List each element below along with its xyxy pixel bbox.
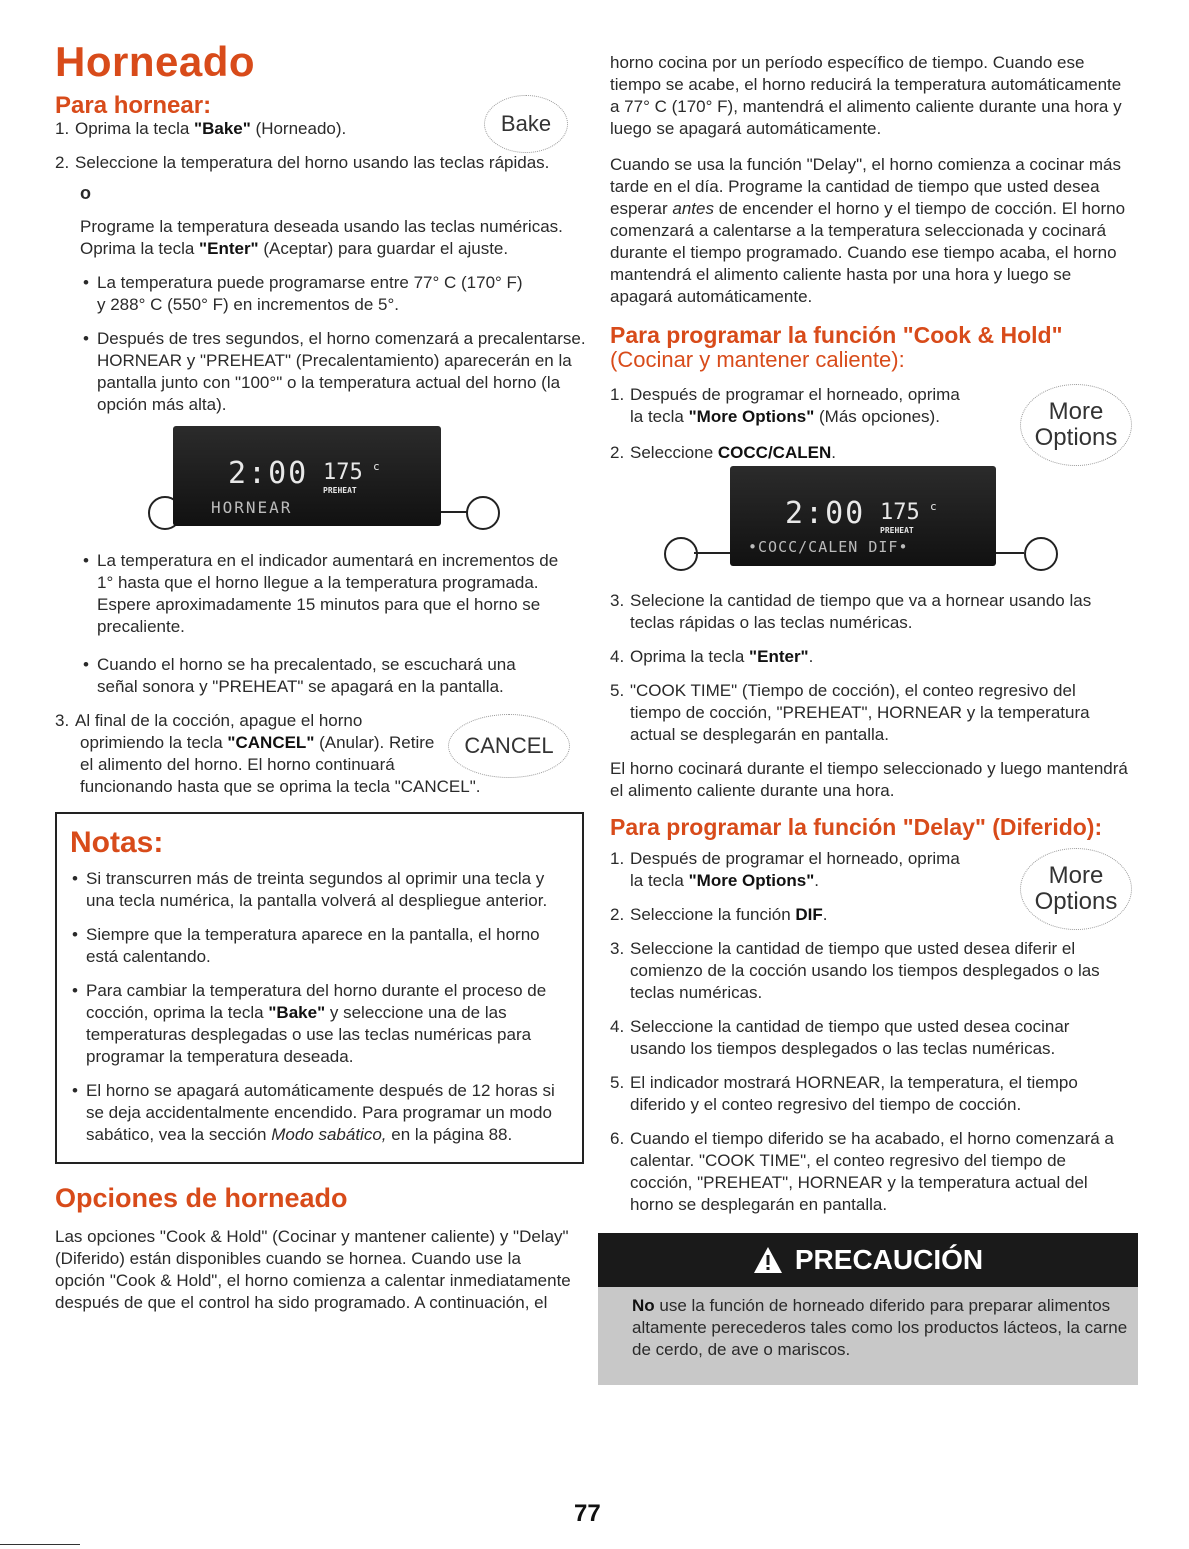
- display-preheat: PREHEAT: [880, 526, 914, 535]
- program-temp-line: Programe la temperatura deseada usando las teclas numéricas.: [80, 217, 563, 236]
- right-knob-icon: [466, 496, 500, 530]
- oven-display-bake: [173, 426, 441, 526]
- cook-hold-heading: Para programar la función "Cook & Hold": [610, 322, 1063, 348]
- oven-display-cook-hold: [730, 466, 996, 566]
- display-preheat: PREHEAT: [323, 486, 357, 495]
- press-enter-line: Oprima la tecla "Enter" (Aceptar) para guardar el ajuste.: [80, 239, 509, 258]
- options-heading: Opciones de horneado: [55, 1183, 348, 1213]
- notes-heading: Notas:: [70, 826, 164, 859]
- step-2: 2. Seleccione la temperatura del horno usando las teclas rápidas.: [55, 153, 550, 172]
- display-time: 2:00: [228, 456, 309, 491]
- footer-rule: [0, 1544, 80, 1545]
- cook-step-4: 4. Oprima la tecla "Enter".: [610, 647, 814, 666]
- display-unit: c: [373, 460, 380, 473]
- bake-key-button: Bake: [484, 95, 568, 153]
- display-temp: 175: [323, 460, 363, 485]
- display-temp: 175: [880, 500, 920, 525]
- step-1: 1. Oprima la tecla "Bake" (Horneado).: [55, 119, 347, 138]
- cancel-key-button: CANCEL: [448, 714, 570, 778]
- cook-step-2: 2. Seleccione COCC/CALEN.: [610, 443, 836, 462]
- caution-header: [598, 1233, 1138, 1287]
- connector-line: [996, 552, 1024, 554]
- display-mode-text: HORNEAR: [211, 498, 293, 517]
- delay-heading: Para programar la función "Delay" (Diferido):: [610, 814, 1103, 840]
- caution-title: PRECAUCIÓN: [794, 1244, 984, 1275]
- cook-hold-subheading: (Cocinar y mantener caliente):: [610, 347, 905, 372]
- connector-line: [694, 552, 732, 554]
- more-options-key-button: More Options: [1020, 848, 1132, 930]
- warning-triangle-icon: [753, 1246, 783, 1274]
- page-title: Horneado: [55, 38, 256, 85]
- left-knob-icon: [664, 537, 698, 571]
- display-unit: c: [930, 500, 937, 513]
- display-mode-text: •COCC/CALEN DIF•: [748, 538, 909, 556]
- display-time: 2:00: [785, 496, 866, 531]
- connector-line: [441, 511, 467, 513]
- section-heading-para-hornear: Para hornear:: [55, 92, 212, 119]
- page-number: 77: [574, 1500, 601, 1527]
- delay-step-2: 2. Seleccione la función DIF.: [610, 905, 828, 924]
- or-text: o: [80, 183, 91, 203]
- right-knob-icon: [1024, 537, 1058, 571]
- more-options-key-button: More Options: [1020, 384, 1132, 466]
